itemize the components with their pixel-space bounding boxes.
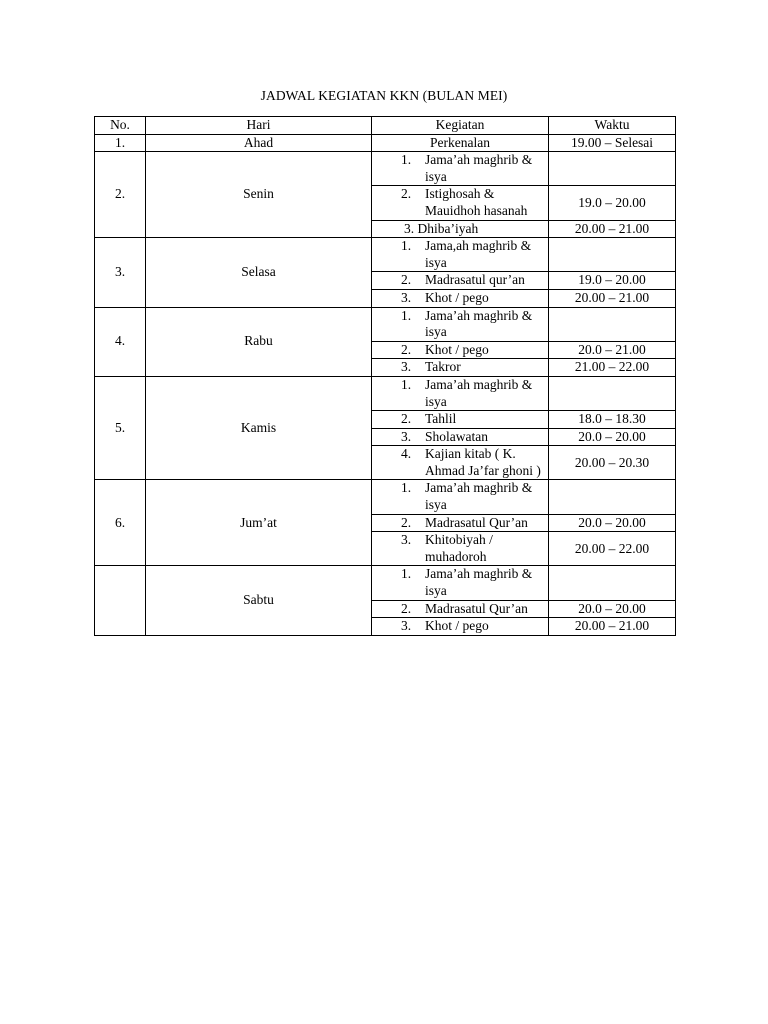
activity-cell	[372, 359, 549, 377]
day-name: Sabtu	[146, 566, 372, 635]
table-row	[95, 238, 676, 272]
day-name: Kamis	[146, 376, 372, 480]
activity-text: Sholawatan	[425, 428, 488, 444]
activity-cell	[372, 446, 549, 480]
header-kegiatan: Kegiatan	[372, 117, 549, 135]
activity-cell	[372, 289, 549, 307]
time-cell	[549, 152, 676, 186]
activity-text: Jama,ah maghrib & isya	[425, 238, 532, 270]
table-row	[95, 376, 676, 410]
header-hari: Hari	[146, 117, 372, 135]
activity-number: 1.	[401, 566, 412, 582]
day-name: Ahad	[146, 134, 372, 152]
day-number: 6.	[95, 480, 146, 566]
activity-text: Tahlil	[425, 411, 457, 427]
schedule-body	[95, 134, 676, 635]
activity-number: 1.	[401, 307, 412, 323]
time-cell: 20.0 – 20.00	[549, 428, 676, 446]
activity-cell	[372, 186, 549, 220]
header-waktu: Waktu	[549, 117, 676, 135]
activity-text: Jama’ah maghrib & isya	[425, 480, 533, 513]
activity-text: Takror	[425, 359, 461, 375]
time-cell	[549, 238, 676, 272]
schedule-table	[94, 116, 676, 636]
time-cell: 18.0 – 18.30	[549, 411, 676, 429]
activity-number: 2.	[401, 411, 412, 427]
activity-number: 1.	[401, 152, 412, 168]
table-row	[95, 566, 676, 600]
time-cell	[549, 566, 676, 600]
activity-number: 1.	[401, 376, 412, 392]
header-row	[95, 117, 676, 135]
time-cell	[549, 307, 676, 341]
time-cell: 19.0 – 20.00	[549, 186, 676, 220]
activity-number: 2.	[401, 600, 412, 616]
day-number: 1.	[95, 134, 146, 152]
table-row	[95, 152, 676, 186]
time-cell: 19.0 – 20.00	[549, 272, 676, 290]
day-name: Senin	[146, 152, 372, 238]
activity-text: 3. Dhiba’iyah	[404, 220, 479, 236]
day-number: 2.	[95, 152, 146, 238]
activity-text: Jama’ah maghrib & isya	[425, 307, 533, 340]
activity-cell	[372, 376, 549, 410]
activity-text: Kajian kitab ( K. Ahmad Ja’far ghoni )	[425, 446, 541, 478]
day-name: Selasa	[146, 238, 372, 307]
day-number: 3.	[95, 238, 146, 307]
activity-cell	[372, 566, 549, 600]
activity-number: 2.	[401, 186, 412, 202]
activity-cell	[372, 532, 549, 566]
table-row	[95, 480, 676, 514]
time-cell: 19.00 – Selesai	[549, 134, 676, 152]
time-cell: 20.00 – 22.00	[549, 532, 676, 566]
activity-number: 3.	[401, 618, 412, 634]
activity-text: Madrasatul Qur’an	[425, 600, 528, 616]
activity-text: Jama’ah maghrib & isya	[425, 152, 533, 184]
time-cell: 21.00 – 22.00	[549, 359, 676, 377]
time-cell	[549, 480, 676, 514]
activity-number: 2.	[401, 341, 412, 357]
activity-cell	[372, 480, 549, 514]
activity-cell	[372, 600, 549, 618]
time-cell: 20.00 – 21.00	[549, 618, 676, 636]
day-number	[95, 566, 146, 635]
activity-cell	[372, 272, 549, 290]
activity-text: Madrasatul qur’an	[425, 272, 525, 288]
activity-cell	[372, 428, 549, 446]
time-cell: 20.00 – 20.30	[549, 446, 676, 480]
day-number: 4.	[95, 307, 146, 376]
time-cell: 20.0 – 21.00	[549, 341, 676, 359]
activity-text: Jama’ah maghrib & isya	[425, 566, 533, 599]
activity-text: Khot / pego	[425, 341, 489, 357]
activity-cell: Perkenalan	[372, 134, 549, 152]
activity-cell	[372, 152, 549, 186]
activity-text: Istighosah & Mauidhoh hasanah	[425, 186, 528, 218]
document-title: JADWAL KEGIATAN KKN (BULAN MEI)	[260, 88, 508, 103]
time-cell: 20.00 – 21.00	[549, 289, 676, 307]
table-row	[95, 307, 676, 341]
activity-number: 3.	[401, 359, 412, 375]
activity-text: Khot / pego	[425, 618, 489, 634]
day-number: 5.	[95, 376, 146, 480]
activity-number: 4.	[401, 446, 412, 462]
table-row	[95, 134, 676, 152]
activity-text: Khot / pego	[425, 289, 489, 305]
activity-number: 3.	[401, 532, 412, 548]
activity-cell	[372, 220, 549, 238]
time-cell: 20.00 – 21.00	[549, 220, 676, 238]
activity-text: Jama’ah maghrib & isya	[425, 376, 533, 409]
activity-number: 2.	[401, 514, 412, 530]
header-no: No.	[95, 117, 146, 135]
time-cell: 20.0 – 20.00	[549, 600, 676, 618]
activity-number: 2.	[401, 272, 412, 288]
activity-cell	[372, 341, 549, 359]
time-cell	[549, 376, 676, 410]
activity-cell	[372, 411, 549, 429]
activity-number: 3.	[401, 289, 412, 305]
activity-text: Khitobiyah / muhadoroh	[425, 532, 493, 564]
activity-text: Madrasatul Qur’an	[425, 514, 528, 530]
activity-cell	[372, 618, 549, 636]
activity-number: 1.	[401, 238, 412, 254]
activity-cell	[372, 238, 549, 272]
day-name: Rabu	[146, 307, 372, 376]
time-cell: 20.0 – 20.00	[549, 514, 676, 532]
day-name: Jum’at	[146, 480, 372, 566]
activity-cell	[372, 307, 549, 341]
activity-cell	[372, 514, 549, 532]
activity-number: 1.	[401, 480, 412, 496]
activity-number: 3.	[401, 428, 412, 444]
